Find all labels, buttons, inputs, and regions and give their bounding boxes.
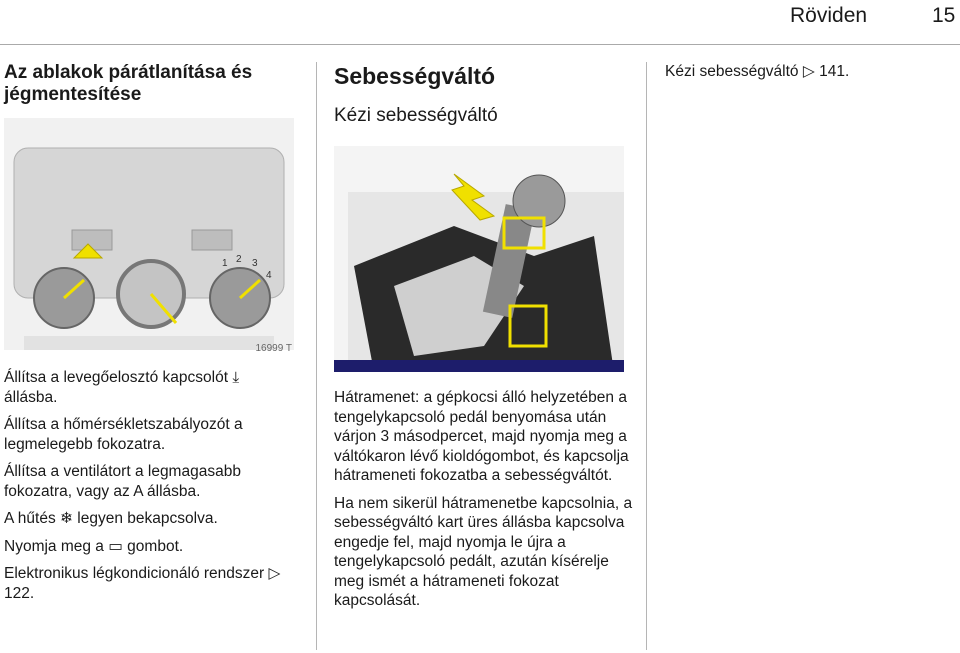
instruction-air-distribution: Állítsa a levegőelosztó kapcsolót ⤓ állásba. <box>4 369 240 406</box>
gear-lever-figure <box>334 146 624 372</box>
manual-transmission-reference: Kézi sebességváltó ▷ 141. <box>665 63 850 80</box>
climate-panel-illustration <box>4 118 294 350</box>
reverse-retry-instruction: Ha nem sikerül hátramenetbe kapcsolnia, a sebességváltó kart üres állásba kapcsolva engedje fel, majd nyomja le újra a tengelykapcsoló pedált, azután kísérelje meg ismét a hátrameneti fokozat kapcsolását. <box>334 494 633 609</box>
defrost-column <box>4 62 294 611</box>
figure-code: 16999 T <box>255 343 292 354</box>
instruction-cooling: A hűtés ❄ legyen bekapcsolva. <box>4 510 218 527</box>
defrost-section-title: Az ablakok párátlanítása és jégmentesítése <box>4 62 253 105</box>
instruction-rear-defrost: Nyomja meg a ▭ gombot. <box>4 537 184 555</box>
header-rule <box>0 44 960 45</box>
reverse-instruction: Hátramenet: a gépkocsi álló helyzetében a tengelykapcsoló pedál benyomása után várjon 3 másodpercet, majd nyomja meg a váltókaron lévő kioldógombot, és kapcsolja hátrameneti fokozatba a sebességváltót. <box>334 389 629 484</box>
transmission-instructions <box>334 388 634 611</box>
header-section-title: Röviden <box>790 4 868 27</box>
page-number: 15 <box>932 4 956 27</box>
svg-text:3: 3 <box>252 258 258 269</box>
transmission-column <box>334 62 634 619</box>
defrost-instructions <box>4 368 294 603</box>
instruction-reference: Elektronikus légkondicionáló rendszer ▷ 122. <box>4 565 281 602</box>
svg-text:2: 2 <box>236 254 242 265</box>
transmission-section-title: Sebességváltó <box>334 63 496 89</box>
svg-text:1: 1 <box>222 258 228 269</box>
column-divider-2 <box>646 62 647 650</box>
instruction-fan: Állítsa a ventilátort a legmagasabb fokozatra, vagy az A állásba. <box>4 463 241 500</box>
gear-lever-illustration <box>334 146 624 372</box>
manual-transmission-subtitle: Kézi sebességváltó <box>334 105 498 126</box>
column-divider-1 <box>316 62 317 650</box>
reference-column <box>665 62 955 82</box>
climate-control-panel-figure <box>4 118 294 354</box>
instruction-temperature: Állítsa a hőmérsékletszabályozót a legmelegebb fokozatra. <box>4 416 243 453</box>
svg-text:4: 4 <box>266 270 272 281</box>
